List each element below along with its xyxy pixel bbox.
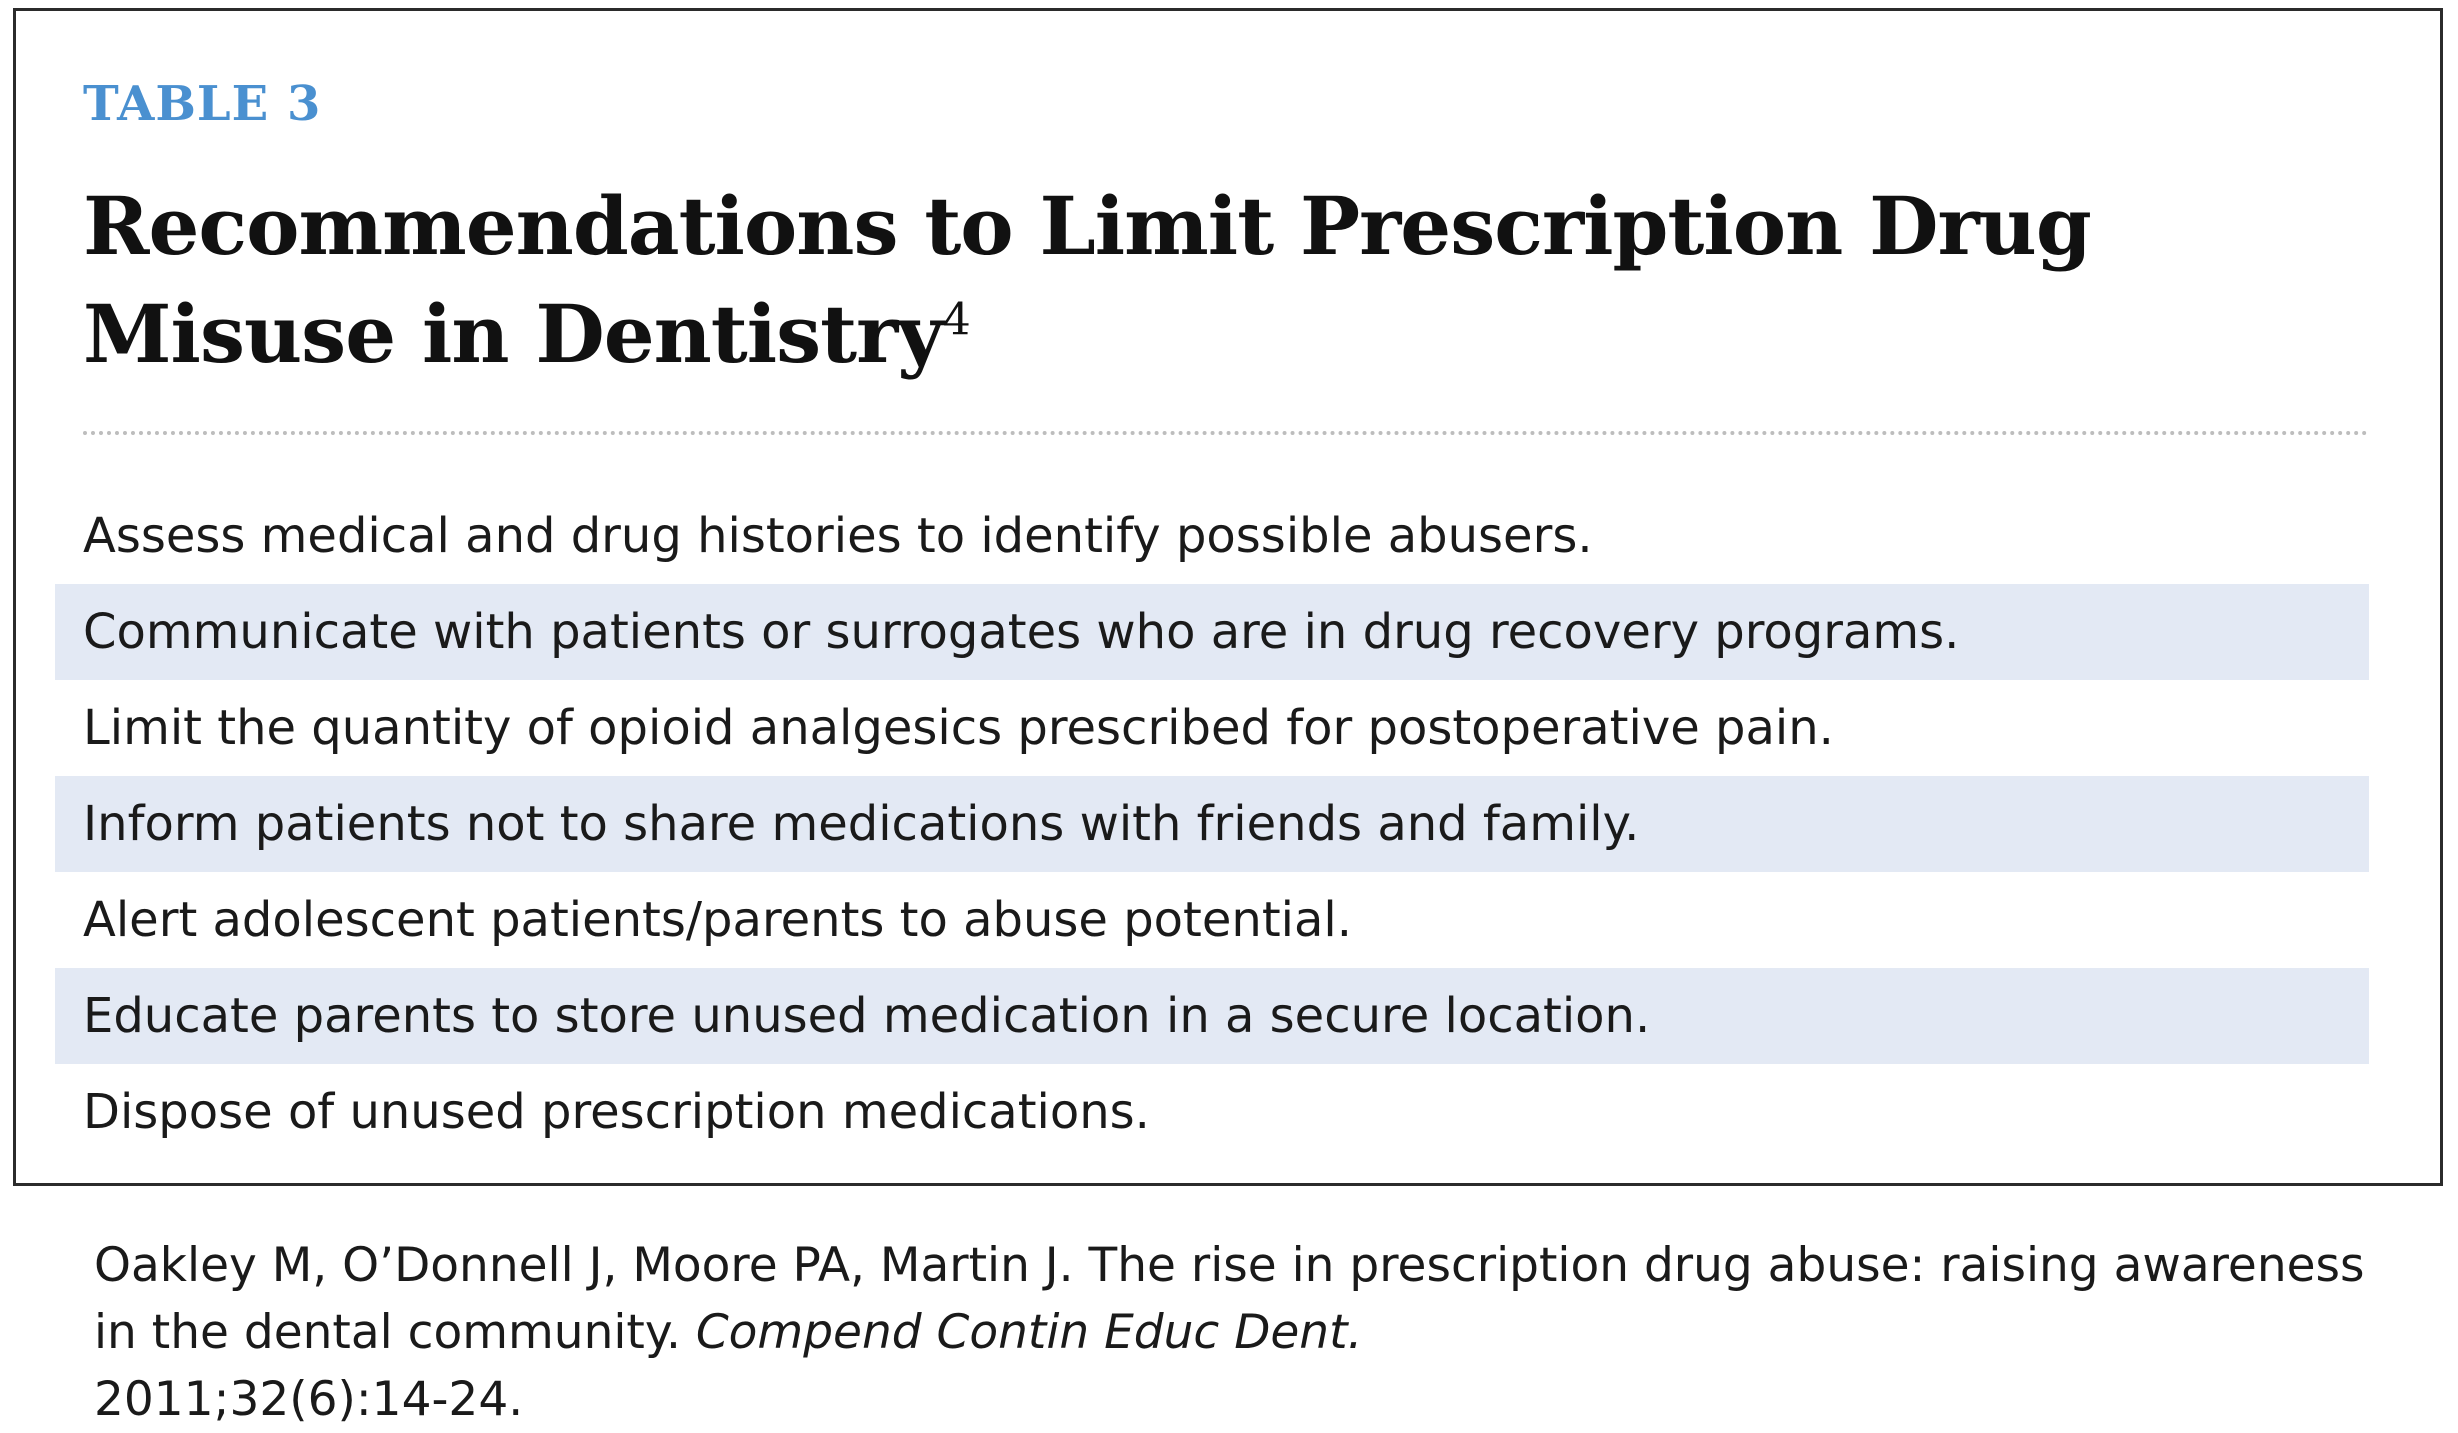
table-title — [83, 172, 2283, 388]
table-row: Inform patients not to share medications with friends and family. — [55, 776, 2369, 872]
table-label: TABLE 3 — [83, 76, 322, 132]
title-reference-superscript: 4 — [942, 294, 970, 346]
table-row: Communicate with patients or surrogates who are in drug recovery programs. — [55, 584, 2369, 680]
table-row: Dispose of unused prescription medications. — [83, 1084, 1150, 1140]
table-row: Limit the quantity of opioid analgesics prescribed for postoperative pain. — [83, 700, 1834, 756]
citation-text: Oakley M, O’Donnell J, Moore PA, Martin J. The rise in prescription drug abuse: raising awareness in the dental community. — [94, 1238, 2365, 1360]
citation-journal: Compend Contin Educ Dent. — [695, 1305, 1363, 1360]
citation-caption — [94, 1232, 2394, 1433]
citation-details: 2011;32(6):14-24. — [94, 1372, 524, 1427]
recommendations-list — [55, 488, 2369, 1160]
table-title-text: Recommendations to Limit Prescription Drug Misuse in Dentistry — [83, 179, 2091, 381]
table-row: Educate parents to store unused medication in a secure location. — [55, 968, 2369, 1064]
table-row: Alert adolescent patients/parents to abuse potential. — [83, 892, 1352, 948]
dotted-divider — [83, 431, 2369, 435]
table-row: Assess medical and drug histories to identify possible abusers. — [83, 508, 1593, 564]
